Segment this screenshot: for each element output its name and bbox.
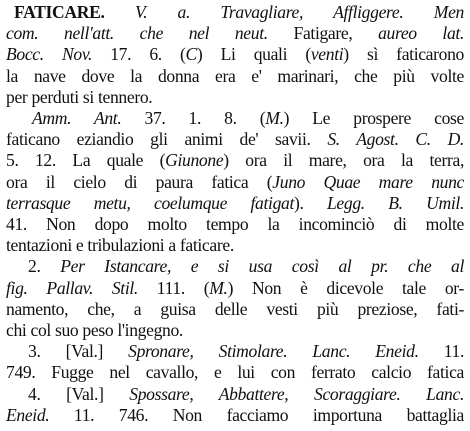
text-run: 11. 746. Non facciamo importuna battaglia (49, 404, 464, 425)
entry-line (6, 193, 464, 214)
text-run: la nave dove la donna era e' marinari, che più volte (6, 65, 464, 86)
text-run: tentazioni e tribulazioni a faticare. (6, 235, 234, 256)
text-run: per perduti si tennero. (6, 86, 153, 107)
headword: FATICARE. (14, 2, 105, 22)
text-run: 11. (418, 341, 464, 362)
entry-line (6, 44, 464, 65)
italic-text: M. (209, 277, 228, 298)
text-run: ) Non è dicevole tale or- (227, 277, 464, 298)
text-run: ) Li quali ( (196, 44, 311, 65)
text-run: ) sì faticarono (343, 44, 464, 65)
entry-line (6, 66, 464, 87)
text-run: ) Le prospere cose (283, 108, 464, 128)
italic-text: Eneid. (6, 404, 50, 425)
italic-text: fig. Pallav. Stil. (6, 277, 138, 298)
italic-text: Juno Quae mare nunc (272, 171, 465, 192)
entry-line (6, 341, 464, 362)
text-run: 111. ( (137, 277, 210, 298)
italic-text: M. (265, 108, 284, 128)
entry-line (6, 172, 464, 193)
entry-line (6, 214, 464, 235)
entry-line (6, 384, 464, 405)
text-run: ora il cielo di paura fatica ( (6, 171, 273, 192)
italic-text: S. Agost. C. D. (327, 129, 464, 150)
italic-text: Amm. Ant. (32, 108, 122, 128)
entry-line (6, 278, 464, 299)
entry-line (6, 362, 464, 383)
text-run: ) ora il mare, ora la terra, (223, 150, 464, 171)
entry-line (6, 256, 464, 277)
entry-line (6, 320, 183, 341)
italic-text: C (185, 44, 197, 65)
italic-text: Giunone (165, 150, 224, 171)
text-run: faticano eziandio gli animi de' savii. (6, 129, 328, 150)
text-run: 2. (28, 256, 61, 277)
italic-text: Spronare, Stimolare. Lanc. Eneid. (128, 341, 419, 362)
text-run: Fatigare, (267, 23, 379, 44)
text-run: 5. 12. La quale ( (6, 150, 166, 171)
entry-line (6, 87, 152, 108)
text-run: 749. Fugge nel cavallo, e lui con ferrato calcio fatica (6, 362, 464, 383)
text-run: 3. [Val.] (28, 341, 129, 362)
text-run: 37. 1. 8. ( (121, 108, 266, 128)
italic-text: terrasque metu, coelumque fatigat (6, 192, 294, 213)
entry-line (6, 235, 234, 256)
text-run: ). (294, 192, 327, 213)
italic-text: com. nell'att. che nel neut. (6, 23, 268, 44)
text-run: 4. [Val.] (28, 383, 130, 404)
text-run: namento, che, a guisa delle vesti più preziose, fati- (6, 298, 464, 319)
italic-text: venti (310, 44, 344, 65)
entry-line (6, 23, 464, 44)
text-run: 17. 6. ( (92, 44, 186, 65)
text-run: 41. Non dopo molto tempo la incominciò di molte (6, 214, 464, 234)
entry-line (6, 405, 464, 426)
entry-line (6, 129, 464, 150)
italic-text: Per Istancare, e si usa così al pr. che al (60, 256, 465, 277)
italic-text: aureo lat. (378, 23, 465, 44)
entry-line (6, 150, 464, 171)
italic-text: V. a. Travagliare, Affliggere. Men (134, 2, 464, 22)
text-run (105, 2, 135, 22)
italic-text: Legg. B. Umil. (327, 192, 464, 213)
italic-text: Bocc. Nov. (6, 44, 93, 65)
italic-text: Spossare, Abbattere, Scoraggiare. Lanc. (129, 383, 465, 404)
entry-line (6, 2, 464, 23)
entry-line (6, 299, 464, 320)
text-run: chi col suo peso l'ingegno. (6, 320, 183, 340)
entry-line (6, 108, 464, 129)
